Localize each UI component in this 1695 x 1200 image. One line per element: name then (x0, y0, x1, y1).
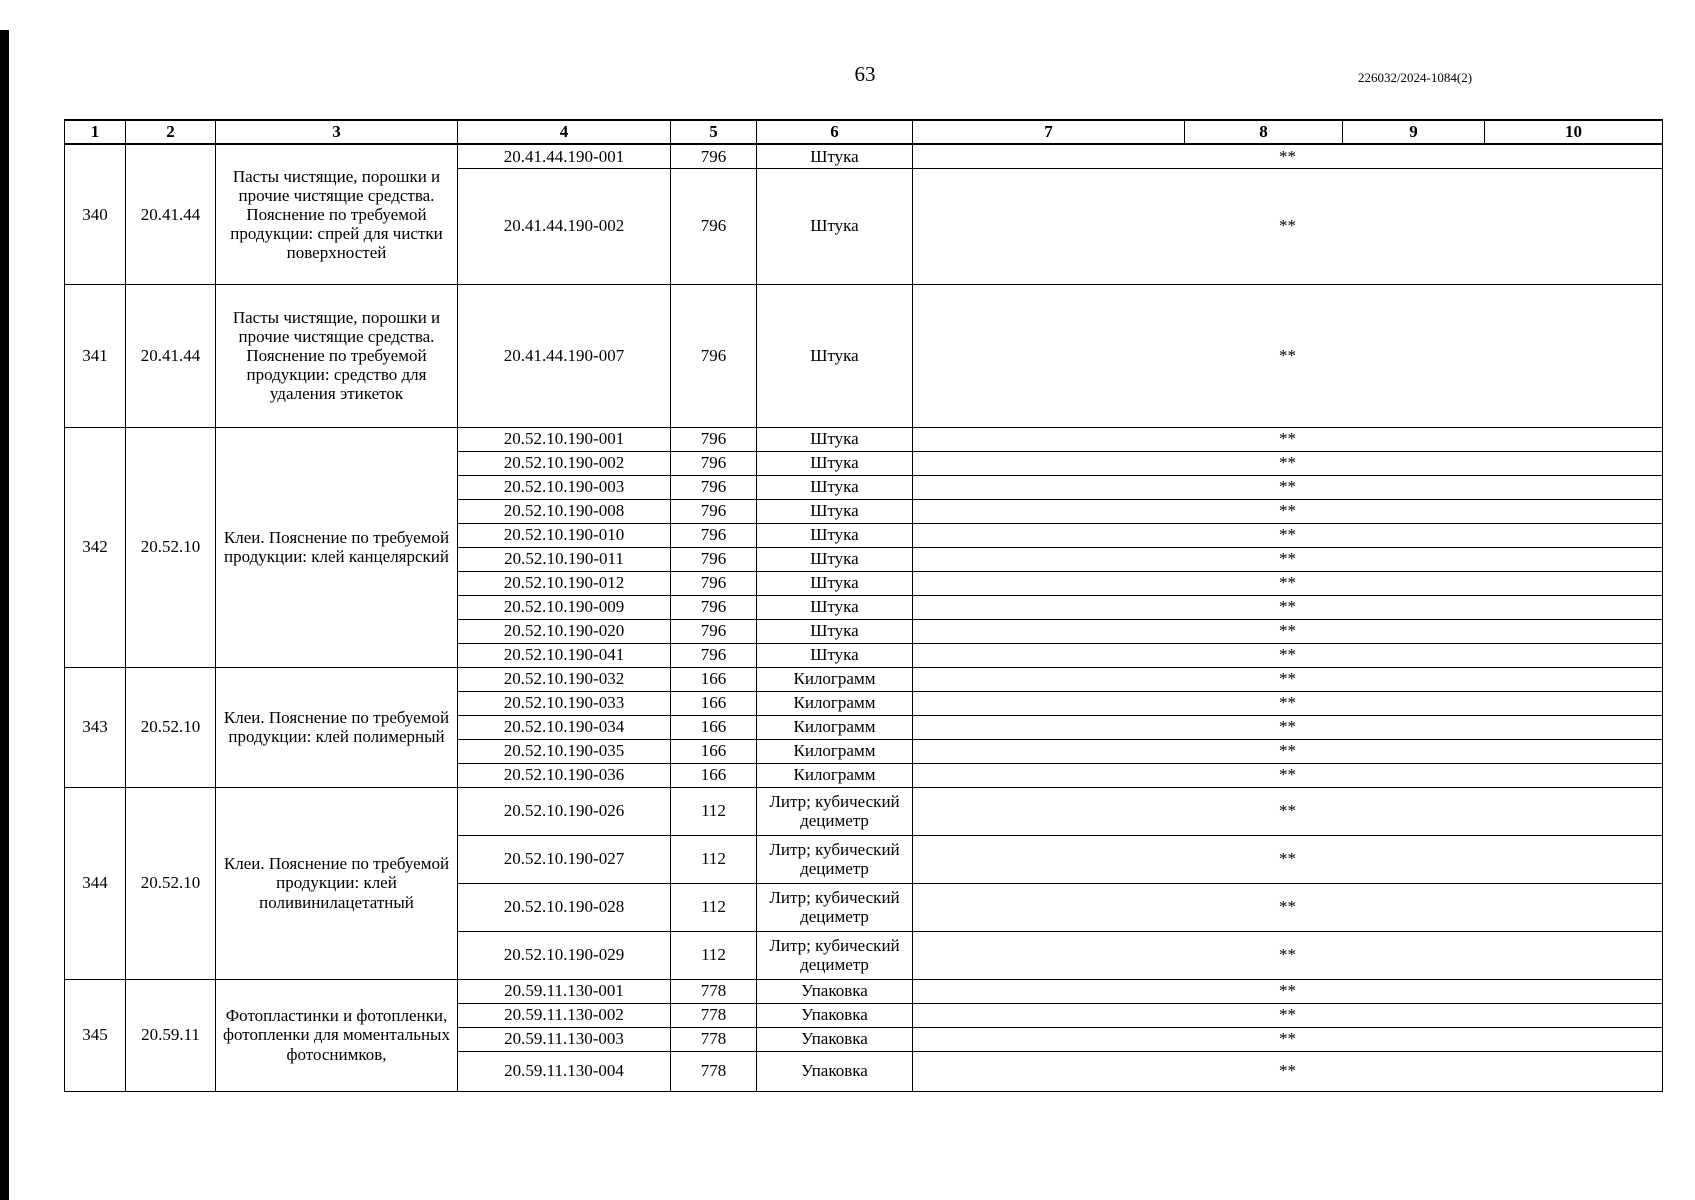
okei-code: 796 (671, 451, 757, 475)
okpd-code: 20.52.10 (126, 427, 216, 667)
column-header: 5 (671, 120, 757, 144)
row-mark: ** (913, 643, 1663, 667)
ktru-code: 20.59.11.130-003 (458, 1027, 671, 1051)
ktru-code: 20.52.10.190-035 (458, 739, 671, 763)
okei-code: 796 (671, 523, 757, 547)
okei-code: 166 (671, 691, 757, 715)
row-mark: ** (913, 691, 1663, 715)
okei-code: 778 (671, 1027, 757, 1051)
okei-code: 778 (671, 979, 757, 1003)
product-name: Пасты чистящие, порошки и прочие чистящие средства. Пояснение по требуемой продукции: средство для удаления этикеток (216, 284, 458, 427)
okei-code: 796 (671, 427, 757, 451)
ktru-code: 20.52.10.190-009 (458, 595, 671, 619)
item-number: 345 (65, 979, 126, 1091)
okei-code: 166 (671, 739, 757, 763)
item-number: 341 (65, 284, 126, 427)
ktru-code: 20.59.11.130-004 (458, 1051, 671, 1091)
okei-code: 796 (671, 595, 757, 619)
column-header: 2 (126, 120, 216, 144)
ktru-code: 20.52.10.190-011 (458, 547, 671, 571)
row-mark: ** (913, 787, 1663, 835)
unit-name: Упаковка (757, 979, 913, 1003)
unit-name: Штука (757, 168, 913, 284)
column-header: 4 (458, 120, 671, 144)
ktru-code: 20.41.44.190-007 (458, 284, 671, 427)
product-name: Пасты чистящие, порошки и прочие чистящие средства. Пояснение по требуемой продукции: спрей для чистки поверхностей (216, 144, 458, 284)
unit-name: Штука (757, 643, 913, 667)
ktru-code: 20.52.10.190-033 (458, 691, 671, 715)
row-mark: ** (913, 763, 1663, 787)
okei-code: 166 (671, 667, 757, 691)
ktru-code: 20.52.10.190-041 (458, 643, 671, 667)
item-number: 340 (65, 144, 126, 284)
unit-name: Килограмм (757, 739, 913, 763)
ktru-code: 20.52.10.190-036 (458, 763, 671, 787)
row-mark: ** (913, 451, 1663, 475)
unit-name: Литр; кубический дециметр (757, 787, 913, 835)
scan-binding-edge (0, 30, 9, 1200)
row-mark: ** (913, 475, 1663, 499)
unit-name: Килограмм (757, 667, 913, 691)
unit-name: Штука (757, 595, 913, 619)
unit-name: Упаковка (757, 1027, 913, 1051)
unit-name: Штука (757, 523, 913, 547)
unit-name: Штука (757, 475, 913, 499)
row-mark: ** (913, 284, 1663, 427)
ktru-code: 20.52.10.190-001 (458, 427, 671, 451)
okei-code: 166 (671, 763, 757, 787)
table-row (65, 427, 1663, 451)
registry-table (64, 119, 1663, 1092)
okpd-code: 20.41.44 (126, 284, 216, 427)
row-mark: ** (913, 499, 1663, 523)
okei-code: 796 (671, 619, 757, 643)
ktru-code: 20.59.11.130-002 (458, 1003, 671, 1027)
ktru-code: 20.41.44.190-002 (458, 168, 671, 284)
column-header: 3 (216, 120, 458, 144)
ktru-code: 20.52.10.190-020 (458, 619, 671, 643)
unit-name: Штука (757, 499, 913, 523)
okei-code: 796 (671, 547, 757, 571)
unit-name: Упаковка (757, 1051, 913, 1091)
okei-code: 796 (671, 144, 757, 168)
row-mark: ** (913, 1051, 1663, 1091)
row-mark: ** (913, 931, 1663, 979)
okei-code: 796 (671, 571, 757, 595)
ktru-code: 20.52.10.190-003 (458, 475, 671, 499)
product-name: Клеи. Пояснение по требуемой продукции: клей канцелярский (216, 427, 458, 667)
unit-name: Литр; кубический дециметр (757, 931, 913, 979)
unit-name: Штука (757, 619, 913, 643)
row-mark: ** (913, 571, 1663, 595)
unit-name: Упаковка (757, 1003, 913, 1027)
column-header: 9 (1343, 120, 1485, 144)
row-mark: ** (913, 1027, 1663, 1051)
ktru-code: 20.41.44.190-001 (458, 144, 671, 168)
unit-name: Штука (757, 144, 913, 168)
row-mark: ** (913, 739, 1663, 763)
row-mark: ** (913, 168, 1663, 284)
ktru-code: 20.52.10.190-034 (458, 715, 671, 739)
row-mark: ** (913, 883, 1663, 931)
item-number: 343 (65, 667, 126, 787)
table-row (65, 667, 1663, 691)
okei-code: 112 (671, 883, 757, 931)
okpd-code: 20.52.10 (126, 667, 216, 787)
column-header: 10 (1485, 120, 1663, 144)
okei-code: 112 (671, 931, 757, 979)
ktru-code: 20.52.10.190-008 (458, 499, 671, 523)
item-number: 342 (65, 427, 126, 667)
unit-name: Штука (757, 284, 913, 427)
okei-code: 796 (671, 168, 757, 284)
ktru-code: 20.52.10.190-010 (458, 523, 671, 547)
unit-name: Литр; кубический дециметр (757, 883, 913, 931)
unit-name: Литр; кубический дециметр (757, 835, 913, 883)
row-mark: ** (913, 595, 1663, 619)
unit-name: Килограмм (757, 691, 913, 715)
table-row (65, 979, 1663, 1003)
row-mark: ** (913, 667, 1663, 691)
header-row (65, 120, 1663, 144)
page-number: 63 (854, 62, 876, 86)
item-number: 344 (65, 787, 126, 979)
column-header: 8 (1185, 120, 1343, 144)
okpd-code: 20.41.44 (126, 144, 216, 284)
ktru-code: 20.52.10.190-028 (458, 883, 671, 931)
unit-name: Килограмм (757, 715, 913, 739)
unit-name: Штука (757, 547, 913, 571)
ktru-code: 20.59.11.130-001 (458, 979, 671, 1003)
product-name: Клеи. Пояснение по требуемой продукции: клей полимерный (216, 667, 458, 787)
okpd-code: 20.59.11 (126, 979, 216, 1091)
okei-code: 796 (671, 499, 757, 523)
row-mark: ** (913, 715, 1663, 739)
unit-name: Штука (757, 571, 913, 595)
unit-name: Штука (757, 451, 913, 475)
okei-code: 166 (671, 715, 757, 739)
column-header: 1 (65, 120, 126, 144)
table-row (65, 144, 1663, 168)
row-mark: ** (913, 144, 1663, 168)
table-row (65, 787, 1663, 835)
unit-name: Штука (757, 427, 913, 451)
document-id: 226032/2024-1084(2) (1357, 70, 1473, 85)
okei-code: 112 (671, 787, 757, 835)
row-mark: ** (913, 619, 1663, 643)
column-header: 7 (913, 120, 1185, 144)
product-name: Клеи. Пояснение по требуемой продукции: клей поливинилацетатный (216, 787, 458, 979)
okei-code: 796 (671, 475, 757, 499)
ktru-code: 20.52.10.190-027 (458, 835, 671, 883)
ktru-code: 20.52.10.190-029 (458, 931, 671, 979)
okei-code: 796 (671, 284, 757, 427)
table-row (65, 284, 1663, 427)
ktru-code: 20.52.10.190-032 (458, 667, 671, 691)
row-mark: ** (913, 523, 1663, 547)
unit-name: Килограмм (757, 763, 913, 787)
row-mark: ** (913, 427, 1663, 451)
product-name: Фотопластинки и фотопленки, фотопленки для моментальных фотоснимков, (216, 979, 458, 1091)
okpd-code: 20.52.10 (126, 787, 216, 979)
row-mark: ** (913, 1003, 1663, 1027)
ktru-code: 20.52.10.190-002 (458, 451, 671, 475)
row-mark: ** (913, 547, 1663, 571)
okei-code: 796 (671, 643, 757, 667)
okei-code: 112 (671, 835, 757, 883)
ktru-code: 20.52.10.190-012 (458, 571, 671, 595)
okei-code: 778 (671, 1051, 757, 1091)
ktru-code: 20.52.10.190-026 (458, 787, 671, 835)
okei-code: 778 (671, 1003, 757, 1027)
row-mark: ** (913, 835, 1663, 883)
row-mark: ** (913, 979, 1663, 1003)
column-header: 6 (757, 120, 913, 144)
